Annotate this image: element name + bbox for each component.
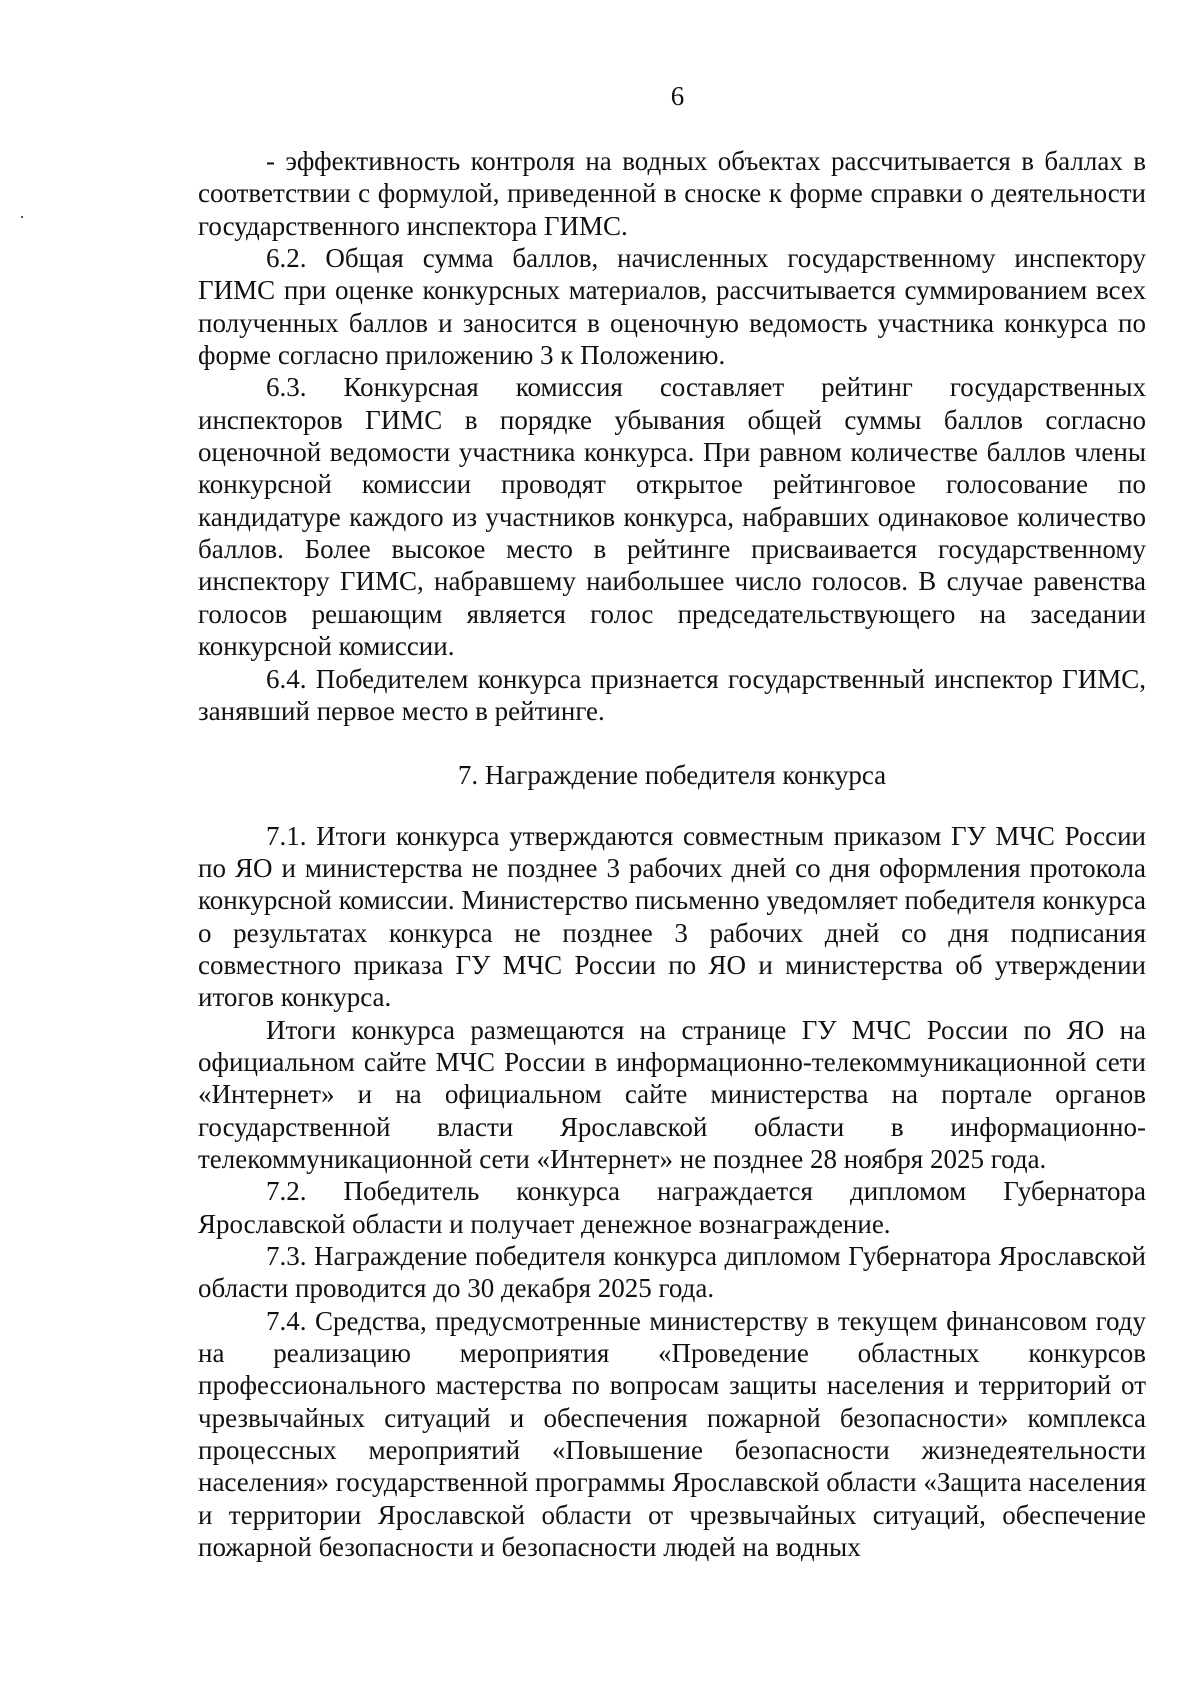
scan-speck bbox=[21, 216, 23, 218]
paragraph-efficiency: - эффективность контроля на водных объектах рассчитывается в баллах в соответствии с формулой, приведенной в сноске к форме справки о деятельности государственного инспектора ГИМС. bbox=[198, 146, 1146, 241]
paragraph-6-3: 6.3. Конкурсная комиссия составляет рейтинг государственных инспекторов ГИМС в порядке убывания общей суммы баллов согласно оценочной ведомости участника конкурса. При равном количестве баллов члены конкурсной комиссии проводят открытое рейтинговое голосование по кандидатуре каждого из участников конкурса, набравших одинаковое количество баллов. Более высокое место в рейтинге присваивается государственному инспектору ГИМС, набравшему наибольшее число голосов. В случае равенства голосов решающим является голос председательствующего на заседании конкурсной комиссии. bbox=[198, 372, 1146, 662]
paragraph-6-2: 6.2. Общая сумма баллов, начисленных государственному инспектору ГИМС при оценке конкурсных материалов, рассчитывается суммированием всех полученных баллов и заносится в оценочную ведомость участника конкурса по форме согласно приложению 3 к Положению. bbox=[198, 243, 1146, 371]
document-body bbox=[198, 145, 1146, 1563]
paragraph-7-3: 7.3. Награждение победителя конкурса дипломом Губернатора Ярославской области проводится до 30 декабря 2025 года. bbox=[198, 1241, 1146, 1304]
section-heading: 7. Награждение победителя конкурса bbox=[457, 760, 887, 791]
paragraph-7-2: 7.2. Победитель конкурса награждается дипломом Губернатора Ярославской области и получает денежное вознаграждение. bbox=[198, 1176, 1146, 1239]
paragraph-6-4: 6.4. Победителем конкурса признается государственный инспектор ГИМС, занявший первое место в рейтинге. bbox=[198, 663, 1146, 726]
paragraph-7-4: 7.4. Средства, предусмотренные министерству в текущем финансовом году на реализацию мероприятия «Проведение областных конкурсов профессионального мастерства по вопросам защиты населения и территорий от чрезвычайных ситуаций и обеспечения пожарной безопасности» комплекса процессных мероприятий «Повышение безопасности жизнедеятельности населения» государственной программы Ярославской области «Защита населения и территории Ярославской области от чрезвычайных ситуаций, обеспечение пожарной безопасности и безопасности людей на водных bbox=[198, 1305, 1146, 1563]
paragraph-7-1: 7.1. Итоги конкурса утверждаются совместным приказом ГУ МЧС России по ЯО и министерства не позднее 3 рабочих дней со дня оформления протокола конкурсной комиссии. Министерство письменно уведомляет победителя конкурса о результатах конкурса не позднее 3 рабочих дней со дня подписания совместного приказа ГУ МЧС России по ЯО и министерства об утверждении итогов конкурса. bbox=[198, 820, 1146, 1013]
page-number: 6 bbox=[670, 81, 685, 111]
paragraph-results-publication: Итоги конкурса размещаются на странице ГУ МЧС России по ЯО на официальном сайте МЧС России в информационно-телекоммуникационной сети «Интернет» и на официальном сайте министерства на портале органов государственной власти Ярославской области в информационно-телекоммуникационной сети «Интернет» не позднее 28 ноября 2025 года. bbox=[198, 1014, 1146, 1174]
